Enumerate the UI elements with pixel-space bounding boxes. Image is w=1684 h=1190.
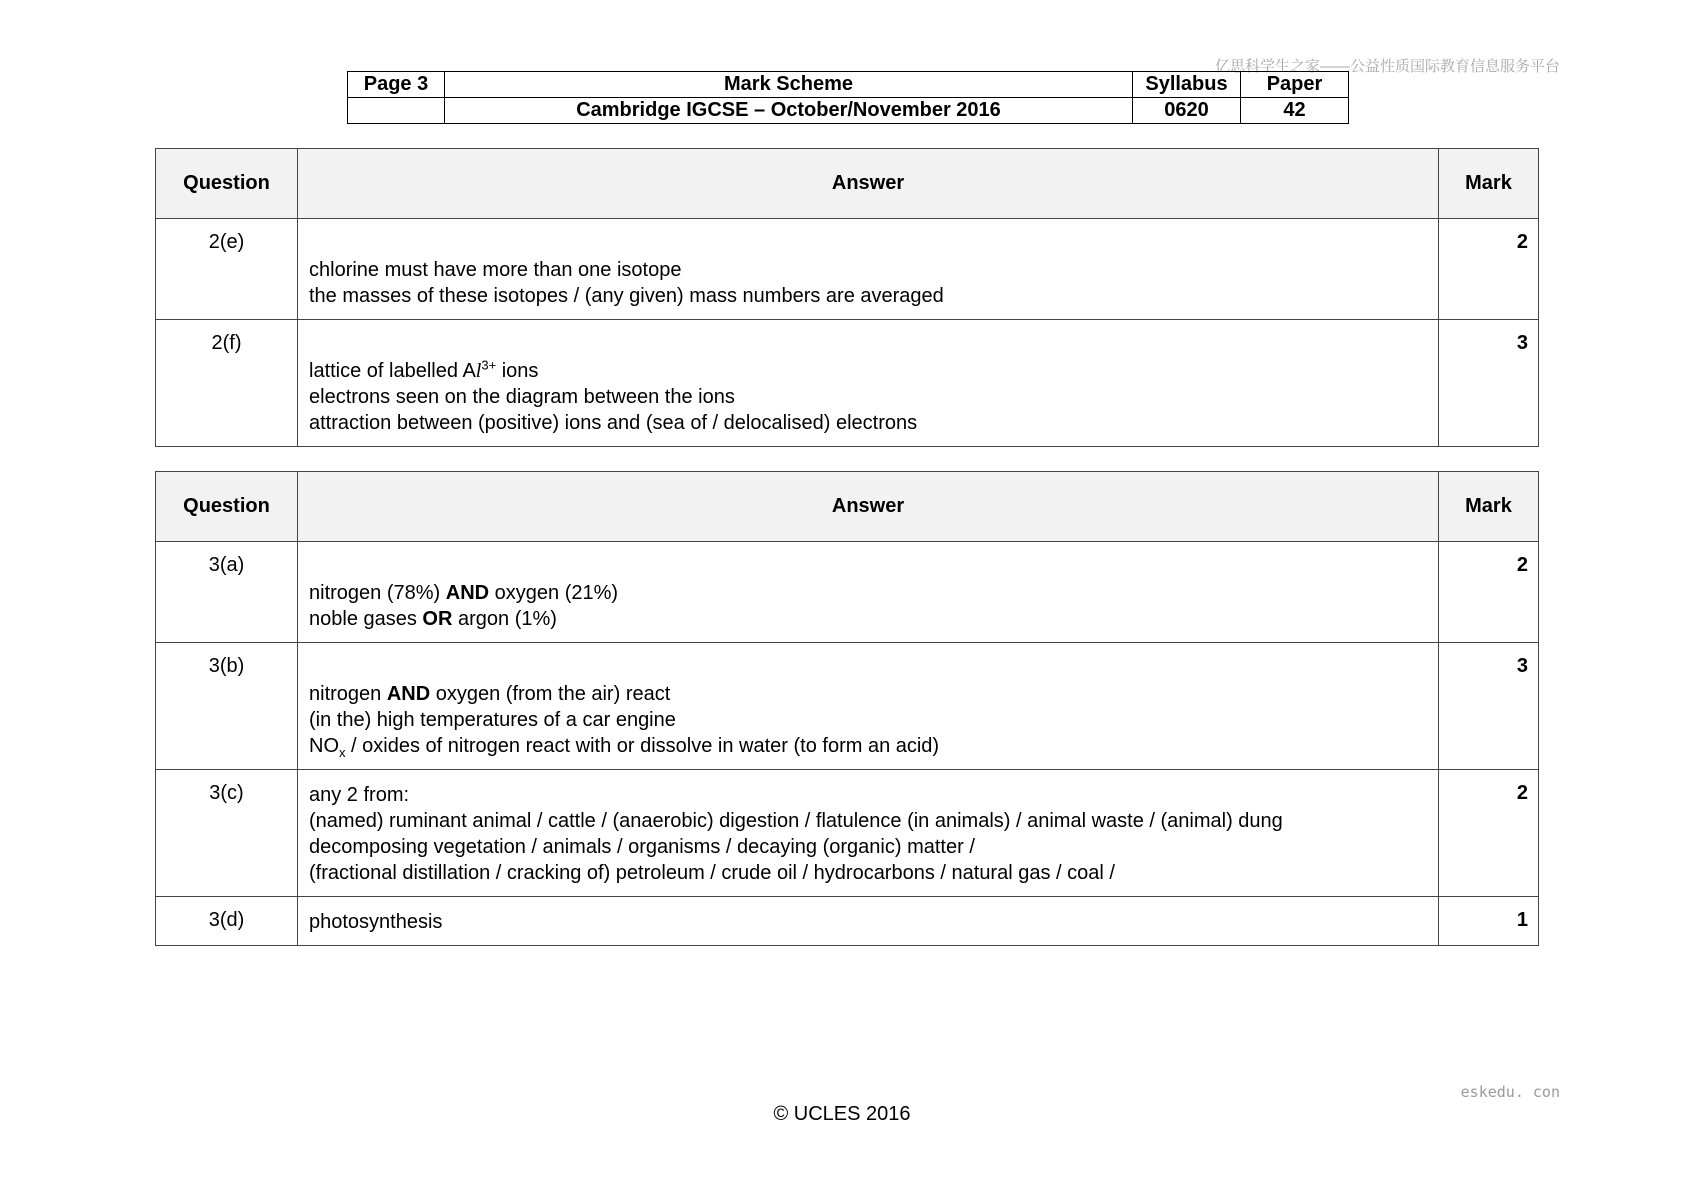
copyright-footer: © UCLES 2016: [773, 1103, 911, 1125]
answer-line: (named) ruminant animal / cattle / (anaerobic) digestion / flatulence (in animals) / animal waste / (animal) dung: [309, 810, 1283, 832]
answer-line: noble gases OR argon (1%): [309, 608, 557, 630]
paper-label: Paper: [1241, 72, 1349, 98]
answer-cell: [298, 320, 1439, 447]
answer-line: nitrogen AND oxygen (from the air) react: [309, 683, 671, 705]
mark-value: 1: [1439, 897, 1539, 946]
syllabus-code: 0620: [1133, 98, 1241, 124]
question-number: 3(c): [156, 770, 298, 897]
question-column-header: Question: [156, 472, 298, 542]
mark-value: 2: [1439, 219, 1539, 320]
table-row: [156, 897, 1539, 946]
table-header-row: [156, 149, 1539, 219]
table-row: [156, 770, 1539, 897]
answer-line: the masses of these isotopes / (any given) mass numbers are averaged: [309, 285, 944, 307]
watermark-top: 亿思科学生之家——公益性质国际教育信息服务平台: [1214, 58, 1560, 75]
answer-line: $NO_x$ / oxides of nitrogen react with or dissolve in water (to form an acid): [309, 735, 940, 760]
answer-line: lattice of labelled $Al^{3+}$ ions: [309, 357, 539, 382]
answer-line: electrons seen on the diagram between the ions: [309, 386, 735, 408]
answer-cell: [298, 770, 1439, 897]
table-row: [156, 542, 1539, 643]
table-row: [156, 219, 1539, 320]
answer-cell: [298, 219, 1439, 320]
header-table: [347, 71, 1349, 124]
answer-cell: [298, 897, 1439, 946]
syllabus-label: Syllabus: [1133, 72, 1241, 98]
answer-line: attraction between (positive) ions and (sea of / delocalised) electrons: [309, 412, 918, 434]
answer-line: nitrogen (78%) AND oxygen (21%): [309, 582, 619, 604]
answer-line: chlorine must have more than one isotope: [309, 259, 682, 281]
question-number: 3(d): [156, 897, 298, 946]
mark-column-header: Mark: [1439, 149, 1539, 219]
paper-number: 42: [1241, 98, 1349, 124]
mark-value: 3: [1439, 643, 1539, 770]
mark-scheme-title: Mark Scheme: [445, 72, 1133, 98]
answer-cell: [298, 542, 1439, 643]
answer-line: decomposing vegetation / animals / organisms / decaying (organic) matter /: [309, 836, 975, 858]
answer-column-header: Answer: [298, 472, 1439, 542]
answer-cell: [298, 643, 1439, 770]
page-number: Page 3: [348, 72, 445, 98]
answer-line: (fractional distillation / cracking of) petroleum / crude oil / hydrocarbons / natural gas / coal /: [309, 862, 1115, 884]
watermark-bottom: eskedu. con: [1460, 1083, 1560, 1101]
question-number: 2(f): [156, 320, 298, 447]
answer-line: any 2 from:: [309, 784, 410, 806]
mark-value: 2: [1439, 770, 1539, 897]
table-row: [156, 320, 1539, 447]
question-number: 2(e): [156, 219, 298, 320]
answer-column-header: Answer: [298, 149, 1439, 219]
answer-line: (in the) high temperatures of a car engine: [309, 709, 676, 731]
mark-value: 2: [1439, 542, 1539, 643]
answer-line: photosynthesis: [309, 911, 443, 933]
answer-table-q3: [155, 471, 1539, 946]
answer-table-q2: [155, 148, 1539, 447]
question-number: 3(b): [156, 643, 298, 770]
exam-title: Cambridge IGCSE – October/November 2016: [445, 98, 1133, 124]
mark-column-header: Mark: [1439, 472, 1539, 542]
table-row: [156, 643, 1539, 770]
question-number: 3(a): [156, 542, 298, 643]
mark-value: 3: [1439, 320, 1539, 447]
header-empty-cell: [348, 98, 445, 124]
table-header-row: [156, 472, 1539, 542]
question-column-header: Question: [156, 149, 298, 219]
